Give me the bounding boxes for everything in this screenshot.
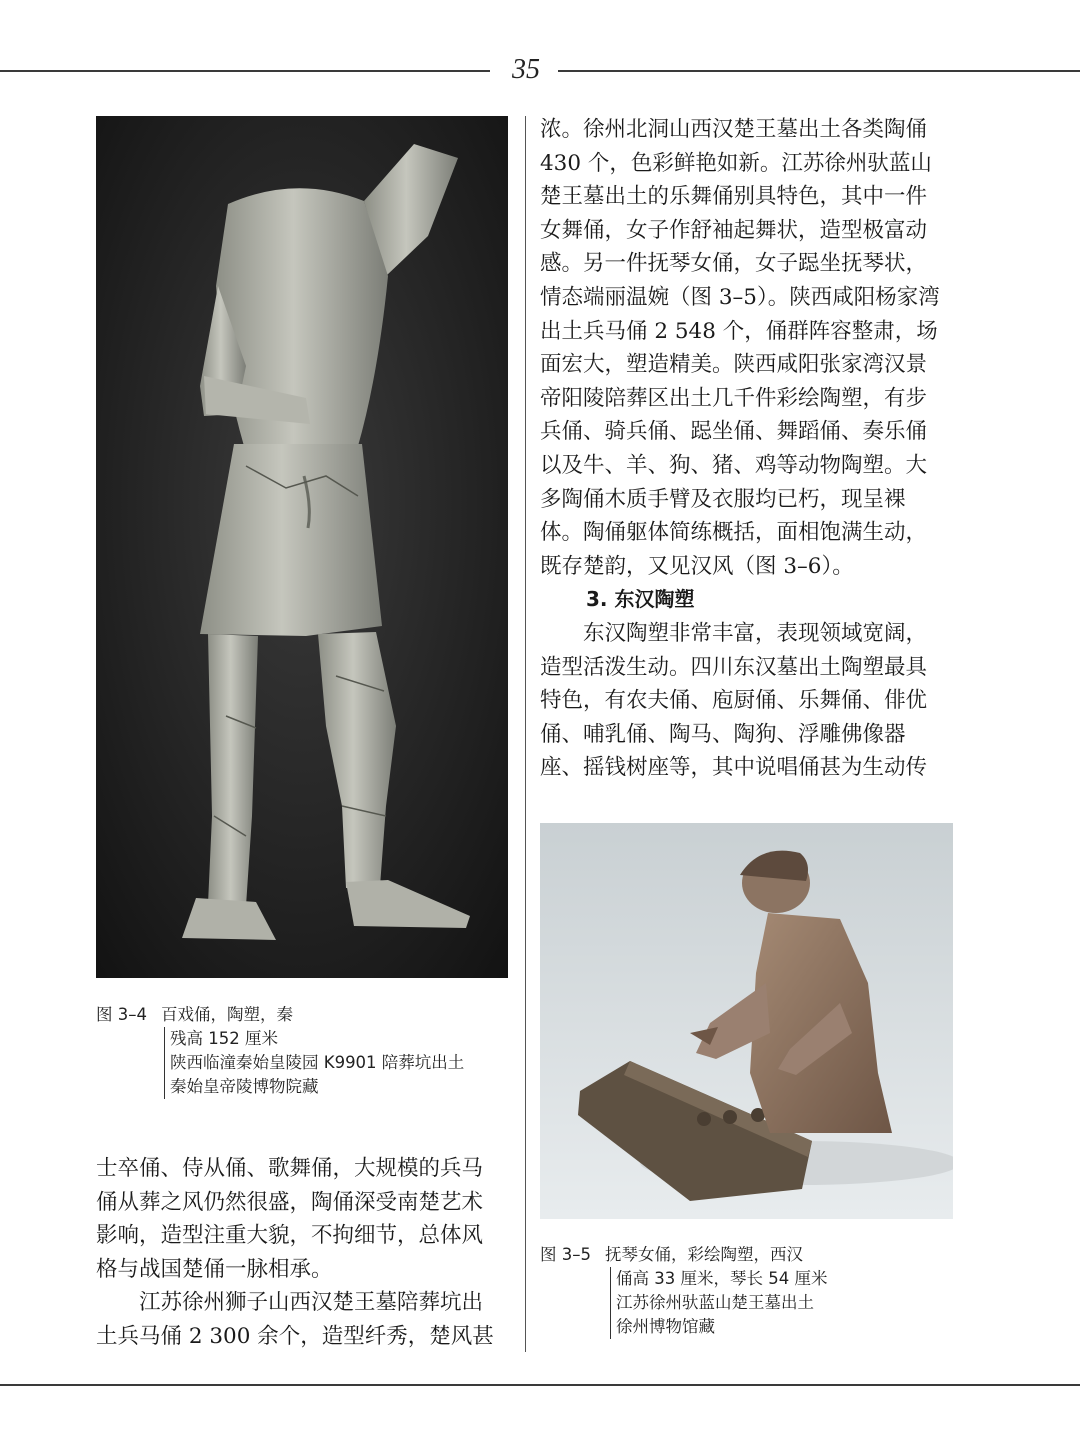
body-line: 座、摇钱树座等，其中说唱俑甚为生动传 xyxy=(540,755,928,781)
figure-3-4-detail: 残高 152 厘米 xyxy=(170,1029,278,1048)
body-line: 帝阳陵陪葬区出土几千件彩绘陶塑，有步 xyxy=(540,385,928,411)
header-rule-right xyxy=(558,70,1080,72)
figure-3-5-detail: 俑高 33 厘米，琴长 54 厘米 xyxy=(616,1269,828,1288)
page-number: 35 xyxy=(512,54,540,85)
figure-3-4-details xyxy=(164,1027,464,1099)
body-line: 格与战国楚俑一脉相承。 xyxy=(96,1256,333,1282)
header-rule-left xyxy=(0,70,490,72)
body-line: 楚王墓出土的乐舞俑别具特色，其中一件 xyxy=(540,184,928,210)
body-line: 造型活泼生动。四川东汉墓出土陶塑最具 xyxy=(540,654,928,680)
body-line: 体。陶俑躯体简练概括，面相饱满生动， xyxy=(540,520,928,546)
body-line: 俑、哺乳俑、陶马、陶狗、浮雕佛像器 xyxy=(540,721,906,747)
left-column-text xyxy=(96,1152,494,1354)
body-line: 影响，造型注重大貌，不拘细节，总体风 xyxy=(96,1223,484,1249)
figure-3-5-label: 图 3–5 xyxy=(540,1245,591,1264)
body-line: 女舞俑，女子作舒袖起舞状，造型极富动 xyxy=(540,217,928,243)
right-column-text xyxy=(540,113,940,785)
figure-3-5-detail: 江苏徐州驮蓝山楚王墓出土 xyxy=(616,1293,814,1312)
figure-3-4-detail: 秦始皇帝陵博物院藏 xyxy=(170,1077,319,1096)
body-line: 特色，有农夫俑、庖厨俑、乐舞俑、俳优 xyxy=(540,688,928,714)
zither-player-figurine-illustration xyxy=(540,823,953,1219)
figure-3-4-label: 图 3–4 xyxy=(96,1005,147,1024)
body-line: 面宏大，塑造精美。陕西咸阳张家湾汉景 xyxy=(540,352,928,378)
body-line: 士卒俑、侍从俑、歌舞俑，大规模的兵马 xyxy=(96,1156,484,1181)
body-line: 既存楚韵，又见汉风（图 3–6）。 xyxy=(540,553,854,579)
body-line: 东汉陶塑非常丰富，表现领域宽阔， xyxy=(540,620,928,646)
body-line: 浓。徐州北洞山西汉楚王墓出土各类陶俑 xyxy=(540,117,928,142)
body-line: 土兵马俑 2 300 余个，造型纤秀，楚风甚 xyxy=(96,1323,494,1349)
figure-3-5-detail: 徐州博物馆藏 xyxy=(616,1317,715,1336)
body-line: 俑从葬之风仍然很盛，陶俑深受南楚艺术 xyxy=(96,1189,484,1215)
body-line: 出土兵马俑 2 548 个，俑群阵容整肃，场 xyxy=(540,318,938,344)
figure-3-4-caption xyxy=(96,1003,464,1099)
figure-3-4-title: 百戏俑，陶塑，秦 xyxy=(161,1005,293,1024)
column-divider xyxy=(525,116,526,1352)
figure-3-4-photo xyxy=(96,116,508,978)
figure-3-5-caption xyxy=(540,1243,827,1339)
body-line: 感。另一件抚琴女俑，女子跽坐抚琴状， xyxy=(540,251,928,277)
body-line: 430 个，色彩鲜艳如新。江苏徐州驮蓝山 xyxy=(540,150,932,176)
section-heading: 3. 东汉陶塑 xyxy=(586,587,695,612)
body-line: 江苏徐州狮子山西汉楚王墓陪葬坑出 xyxy=(96,1290,484,1316)
body-line: 兵俑、骑兵俑、跽坐俑、舞蹈俑、奏乐俑 xyxy=(540,419,928,445)
figure-3-5-details xyxy=(610,1267,827,1339)
body-line: 多陶俑木质手臂及衣服均已朽，现呈裸 xyxy=(540,486,906,512)
body-line: 以及牛、羊、狗、猪、鸡等动物陶塑。大 xyxy=(540,452,928,478)
body-line: 情态端丽温婉（图 3–5）。陕西咸阳杨家湾 xyxy=(540,284,940,310)
figure-3-4-detail: 陕西临潼秦始皇陵园 K9901 陪葬坑出土 xyxy=(170,1053,465,1072)
footer-rule xyxy=(0,1384,1080,1386)
acrobat-figurine-illustration xyxy=(96,116,508,978)
figure-3-5-title: 抚琴女俑，彩绘陶塑，西汉 xyxy=(605,1245,803,1264)
figure-3-5-photo xyxy=(540,823,953,1219)
